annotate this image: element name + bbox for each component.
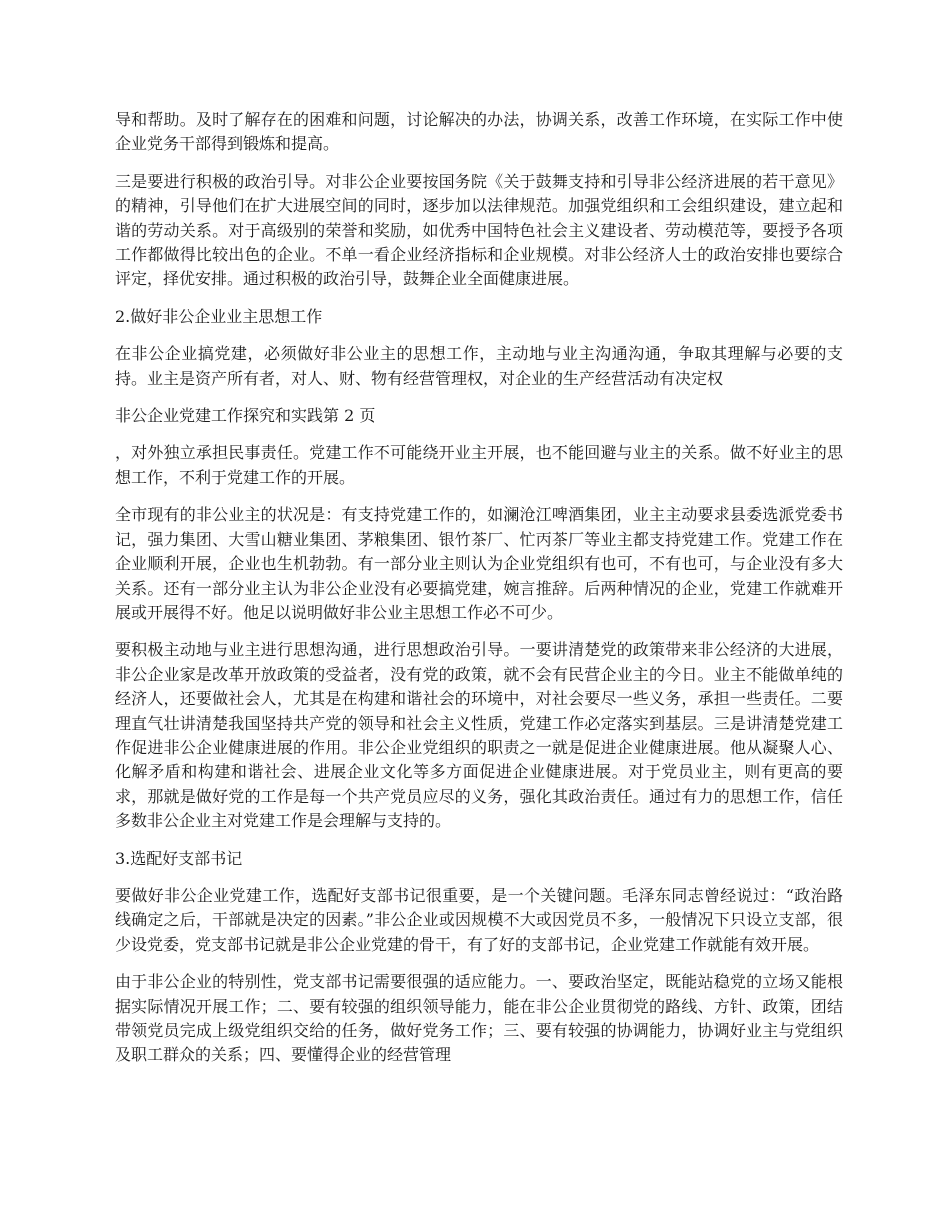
paragraph: 要做好非公企业党建工作，选配好支部书记很重要，是一个关键问题。毛泽东同志曾经说过：“政治路线确定之后，干部就是决定的因素。”非公企业或因规模不大或因党员不多，一般情况下只设立支部，很少设党委，党支部书记就是非公企业党建的骨干，有了好的支部书记，企业党建工作就能有效开展。	[115, 885, 843, 954]
paragraph: 在非公企业搞党建，必须做好非公业主的思想工作，主动地与业主沟通沟通，争取其理解与必要的支持。业主是资产所有者，对人、财、物有经营管理权，对企业的生产经营活动有决定权	[115, 344, 843, 388]
paragraph: 要积极主动地与业主进行思想沟通，进行思想政治引导。一要讲清楚党的政策带来非公经济的大进展，非公企业家是改革开放政策的受益者，没有党的政策，就不会有民营企业主的今日。业主不能做单纯的经济人，还要做社会人，尤其是在构建和谐社会的环境中，对社会要尽一些义务，承担一些责任。二要理直气壮讲清楚我国坚持共产党的领导和社会主义性质，党建工作必定落实到基层。三是讲清楚党建工作促进非公企业健康进展的作用。非公企业党组织的职责之一就是促进企业健康进展。他从凝聚人心、化解矛盾和构建和谐社会、进展企业文化等多方面促进企业健康进展。对于党员业主，则有更高的要求，那就是做好党的工作是每一个共产党员应尽的义务，强化其政治责任。通过有力的思想工作，信任多数非公企业主对党建工作是会理解与支持的。	[115, 640, 843, 831]
paragraph: 三是要进行积极的政治引导。对非公企业要按国务院《关于鼓舞支持和引导非公经济进展的若干意见》的精神，引导他们在扩大进展空间的同时，逐步加以法律规范。加强党组织和工会组织建设，建立起和谐的劳动关系。对于高级别的荣誉和奖励，如优秀中国特色社会主义建设者、劳动模范等，要授予各项工作都做得比较出色的企业。不单一看企业经济指标和企业规模。对非公经济人士的政治安排也要综合评定，择优安排。通过积极的政治引导，鼓舞企业全面健康进展。	[115, 171, 843, 289]
paragraph: 导和帮助。及时了解存在的困难和问题，讨论解决的办法，协调关系，改善工作环境，在实际工作中使企业党务干部得到锻炼和提高。	[115, 110, 843, 154]
page-marker: 非公企业党建工作探究和实践第 2 页	[115, 406, 376, 426]
paragraph: 由于非公企业的特别性，党支部书记需要很强的适应能力。一、要政治坚定，既能站稳党的立场又能根据实际情况开展工作；二、要有较强的组织领导能力，能在非公企业贯彻党的路线、方针、政策，团结带领党员完成上级党组织交给的任务，做好党务工作；三、要有较强的协调能力，协调好业主与党组织及职工群众的关系；四、要懂得企业的经营管理	[115, 972, 843, 1065]
document-body	[115, 108, 843, 1081]
section-heading: 3.选配好支部书记	[115, 848, 243, 868]
section-heading: 2.做好非公企业业主思想工作	[115, 306, 323, 326]
paragraph: ，对外独立承担民事责任。党建工作不可能绕开业主开展，也不能回避与业主的关系。做不好业主的思想工作，不利于党建工作的开展。	[115, 443, 843, 487]
paragraph: 全市现有的非公业主的状况是：有支持党建工作的，如澜沧江啤酒集团，业主主动要求县委选派党委书记，强力集团、大雪山糖业集团、茅粮集团、银竹茶厂、忙丙茶厂等业主都支持党建工作。党建工作在企业顺利开展，企业也生机勃勃。有一部分业主则认为企业党组织有也可，不有也可，与企业没有多大关系。还有一部分业主认为非公企业没有必要搞党建，婉言推辞。后两种情况的企业，党建工作就难开展或开展得不好。他足以说明做好非公业主思想工作必不可少。	[115, 505, 843, 622]
